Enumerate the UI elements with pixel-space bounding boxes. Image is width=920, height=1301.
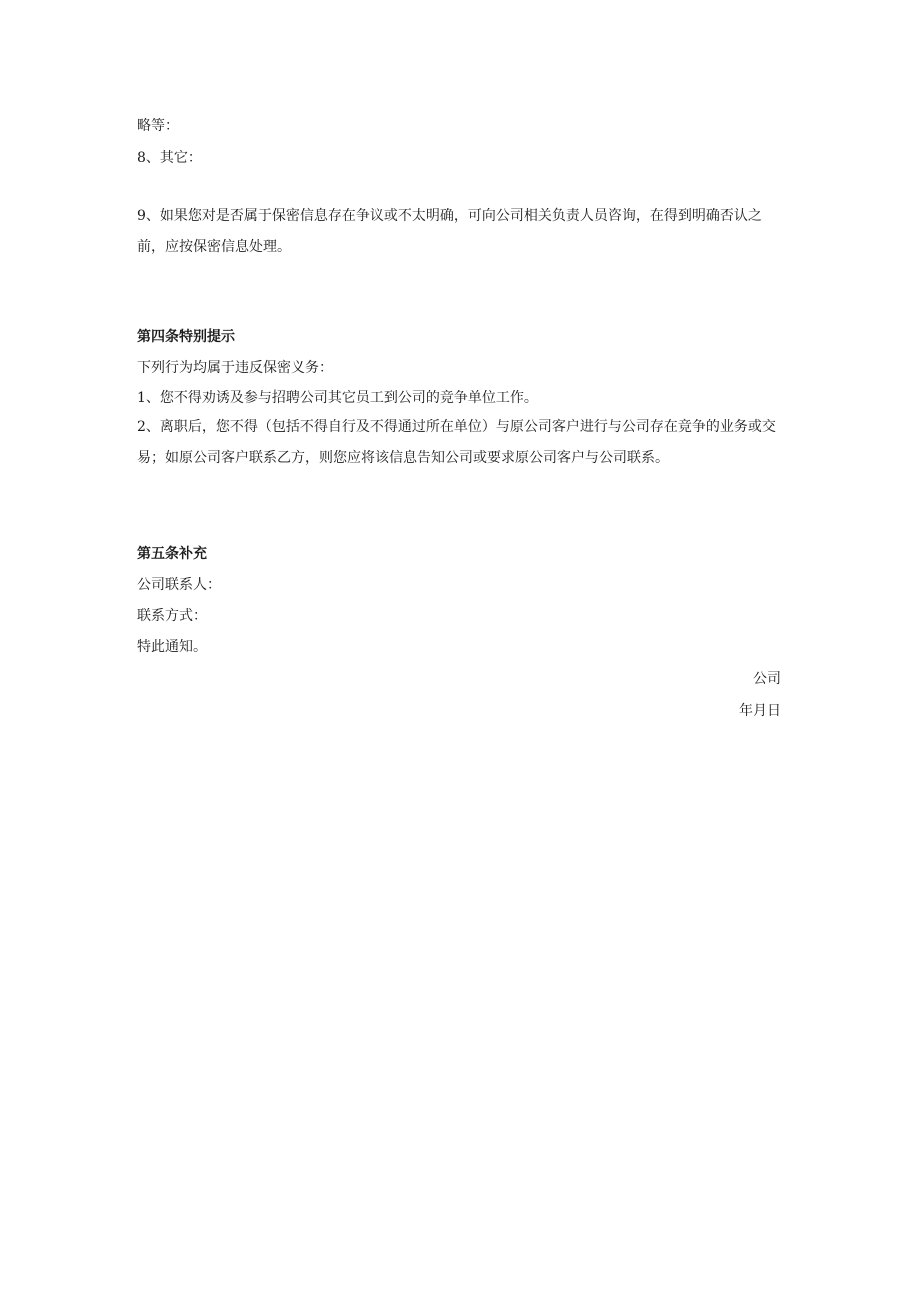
signature-date: 年月日 (739, 703, 781, 719)
item-2: 2、离职后，您不得（包括不得自行及不得通过所在单位）与原公司客户进行与公司存在竞争的业务或交易；如原公司客户联系乙方，则您应将该信息告知公司或要求原公司客户与公司联系。 (137, 419, 776, 466)
closing-notice: 特此通知。 (137, 639, 207, 655)
item-8: 8、其它： (137, 150, 202, 166)
section-intro: 下列行为均属于违反保密义务： (137, 360, 333, 376)
item-1: 1、您不得劝诱及参与招聘公司其它员工到公司的竞争单位工作。 (137, 390, 538, 406)
section-heading-5: 第五条补充 (137, 546, 207, 562)
contact-method-label: 联系方式： (137, 608, 207, 624)
signature-company: 公司 (753, 671, 781, 687)
section-heading-4: 第四条特别提示 (137, 329, 235, 345)
contact-person-label: 公司联系人： (137, 577, 221, 593)
item-9: 9、如果您对是否属于保密信息存在争议或不太明确，可向公司相关负责人员咨询，在得到明确否认之前，应按保密信息处理。 (137, 208, 762, 255)
text-line: 略等： (137, 118, 179, 134)
